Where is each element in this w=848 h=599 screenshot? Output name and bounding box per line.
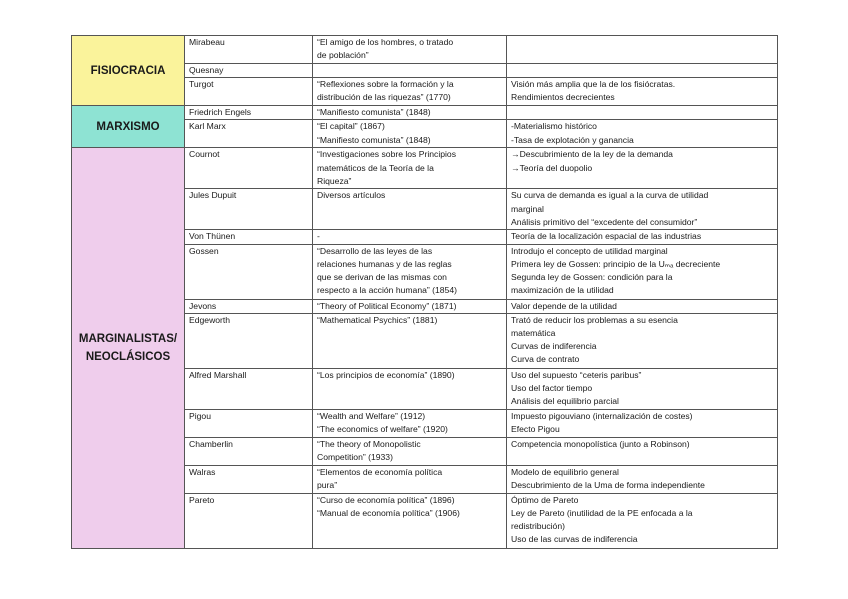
author-cell — [185, 493, 313, 548]
works-cell — [313, 148, 507, 189]
work-line: Riqueza” — [317, 175, 352, 186]
author-cell — [185, 368, 313, 409]
group-label-line: NEOCLÁSICOS — [85, 351, 171, 364]
contribution-line: marginal — [511, 203, 544, 214]
contributions-cell — [507, 106, 778, 120]
author-name: Mirabeau — [189, 37, 225, 47]
author-name: Quesnay — [189, 65, 224, 75]
contribution-line: Impuesto pigouviano (internalización de costes) — [511, 410, 693, 421]
group-label-line: MARXISMO — [96, 120, 160, 133]
work-line: de población” — [317, 50, 369, 61]
contribution-line: -Materialismo histórico — [511, 121, 597, 132]
work-line: “Elementos de economía política — [317, 466, 443, 477]
works-cell — [313, 437, 507, 465]
contribution-line: Uso del factor tiempo — [511, 383, 593, 394]
author-name: Friedrich Engels — [189, 107, 252, 118]
contribution-line: Análisis del equilibrio parcial — [511, 396, 619, 407]
contribution-line: redistribución) — [511, 521, 565, 532]
work-line: “Manifiesto comunista” (1848) — [317, 107, 431, 118]
contribution-line: maximización de la utilidad — [511, 285, 614, 296]
works-cell — [313, 299, 507, 313]
author-cell — [185, 148, 313, 189]
contribution-line: Visión más amplia que la de los fisiócratas. — [511, 79, 676, 90]
contribution-line: Segunda ley de Gossen: condición para la — [511, 272, 673, 283]
works-cell — [313, 120, 507, 148]
work-line: “Desarrollo de las leyes de las — [317, 245, 433, 256]
work-line: “Reflexiones sobre la formación y la — [317, 79, 454, 90]
contribution-line: Trató de reducir los problemas a su esencia — [511, 314, 678, 325]
author-name: Von Thünen — [189, 231, 236, 242]
work-line: “Investigaciones sobre los Principios — [317, 149, 456, 160]
work-line: Diversos artículos — [317, 190, 386, 201]
contribution-line: Introdujo el concepto de utilidad marginal — [511, 245, 668, 256]
author-name: Turgot — [189, 79, 214, 90]
contribution-line: Modelo de equilibrio general — [511, 466, 619, 477]
contribution-line: Análisis primitivo del “excedente del consumidor” — [511, 216, 698, 227]
contribution-line: Uso del supuesto “ceteris paribus” — [511, 369, 642, 380]
contributions-cell — [507, 465, 778, 493]
work-line: “Los principios de economía” (1890) — [317, 369, 455, 380]
work-line: “Manual de economía política” (1906) — [317, 508, 460, 519]
contribution-line: Su curva de demanda es igual a la curva de utilidad — [511, 190, 709, 201]
author-name: Pigou — [189, 410, 211, 421]
contribution-line: Uso de las curvas de indiferencia — [511, 534, 638, 545]
work-line: que se derivan de las mismas con — [317, 272, 447, 283]
contribution-line: →Teoría del duopolio — [511, 162, 593, 173]
work-line: relaciones humanas y de las reglas — [317, 258, 452, 269]
contributions-cell — [507, 493, 778, 548]
contributions-cell — [507, 148, 778, 189]
works-cell — [313, 368, 507, 409]
works-cell — [313, 493, 507, 548]
contribution-line: Rendimientos decrecientes — [511, 92, 615, 103]
contributions-cell — [507, 36, 778, 64]
works-cell — [313, 64, 507, 78]
work-line: “El capital” (1867) — [317, 121, 385, 132]
author-cell — [185, 64, 313, 78]
table-row — [72, 148, 778, 189]
group-fisiocracia — [72, 36, 185, 106]
author-name: Gossen — [189, 245, 219, 256]
author-name: Karl Marx — [189, 121, 226, 132]
contribution-line: Competencia monopolística (junto a Robinson) — [511, 438, 690, 449]
group-label-line: FISIOCRACIA — [90, 64, 166, 77]
schools-table — [71, 35, 778, 549]
contributions-cell — [507, 368, 778, 409]
author-name: Pareto — [189, 494, 215, 505]
group-marxismo — [72, 106, 185, 148]
author-name: Cournot — [189, 149, 220, 160]
contributions-cell — [507, 64, 778, 78]
contribution-line: Curvas de indiferencia — [511, 341, 597, 352]
contribution-line: -Tasa de explotación y ganancia — [511, 134, 634, 145]
contribution-line: Primera ley de Gossen: principio de la Uₘₐ decreciente — [511, 258, 721, 269]
author-cell — [185, 106, 313, 120]
author-cell — [185, 465, 313, 493]
author-name: Jevons — [189, 300, 217, 311]
contributions-cell — [507, 78, 778, 106]
author-cell — [185, 189, 313, 230]
author-cell — [185, 409, 313, 437]
works-cell — [313, 230, 507, 244]
work-line: “El amigo de los hombres, o tratado — [317, 37, 454, 47]
author-name: Walras — [189, 466, 216, 477]
author-cell — [185, 230, 313, 244]
works-cell — [313, 313, 507, 368]
work-line: pura” — [317, 480, 338, 491]
work-line: “Mathematical Psychics” (1881) — [317, 314, 438, 325]
table-row — [72, 106, 778, 120]
table-row — [72, 36, 778, 64]
contributions-cell — [507, 313, 778, 368]
work-line: “Curso de economía política” (1896) — [317, 494, 455, 505]
contribution-line: Teoría de la localización espacial de las industrias — [511, 231, 702, 242]
contribution-line: Descubrimiento de la Uma de forma independiente — [511, 480, 705, 491]
contribution-line: Curva de contrato — [511, 354, 580, 365]
work-line: distribución de las riquezas” (1770) — [317, 92, 451, 103]
author-cell — [185, 36, 313, 64]
contributions-cell — [507, 299, 778, 313]
works-cell — [313, 409, 507, 437]
works-cell — [313, 244, 507, 299]
contributions-cell — [507, 437, 778, 465]
work-line: matemáticos de la Teoría de la — [317, 162, 434, 173]
works-cell — [313, 36, 507, 64]
group-marginalistas — [72, 148, 185, 548]
works-cell — [313, 78, 507, 106]
author-cell — [185, 299, 313, 313]
work-line: Competition” (1933) — [317, 452, 393, 463]
work-line: “The theory of Monopolistic — [317, 438, 421, 449]
contribution-line: matemática — [511, 328, 556, 339]
author-cell — [185, 78, 313, 106]
author-name: Edgeworth — [189, 314, 231, 325]
author-name: Jules Dupuit — [189, 190, 237, 201]
works-cell — [313, 106, 507, 120]
contribution-line: Valor depende de la utilidad — [511, 300, 617, 311]
works-cell — [313, 465, 507, 493]
contributions-cell — [507, 409, 778, 437]
group-label-line: MARGINALISTAS/ — [78, 333, 178, 346]
contribution-line: Óptimo de Pareto — [511, 494, 579, 505]
contribution-line: Efecto Pigou — [511, 424, 560, 435]
author-name: Chamberlin — [189, 438, 233, 449]
work-line: - — [317, 231, 320, 242]
contributions-cell — [507, 244, 778, 299]
contribution-line: Ley de Pareto (inutilidad de la PE enfocada a la — [511, 508, 693, 519]
work-line: “Theory of Political Economy” (1871) — [317, 300, 457, 311]
work-line: respecto a la acción humana” (1854) — [317, 285, 457, 296]
work-line: “Wealth and Welfare” (1912) — [317, 410, 426, 421]
work-line: “Manifiesto comunista” (1848) — [317, 134, 431, 145]
contribution-line: →Descubrimiento de la ley de la demanda — [511, 149, 673, 160]
author-cell — [185, 313, 313, 368]
author-cell — [185, 437, 313, 465]
author-name: Alfred Marshall — [189, 369, 247, 380]
work-line: “The economics of welfare” (1920) — [317, 424, 448, 435]
contributions-cell — [507, 189, 778, 230]
contributions-cell — [507, 230, 778, 244]
author-cell — [185, 120, 313, 148]
author-cell — [185, 244, 313, 299]
works-cell — [313, 189, 507, 230]
contributions-cell — [507, 120, 778, 148]
